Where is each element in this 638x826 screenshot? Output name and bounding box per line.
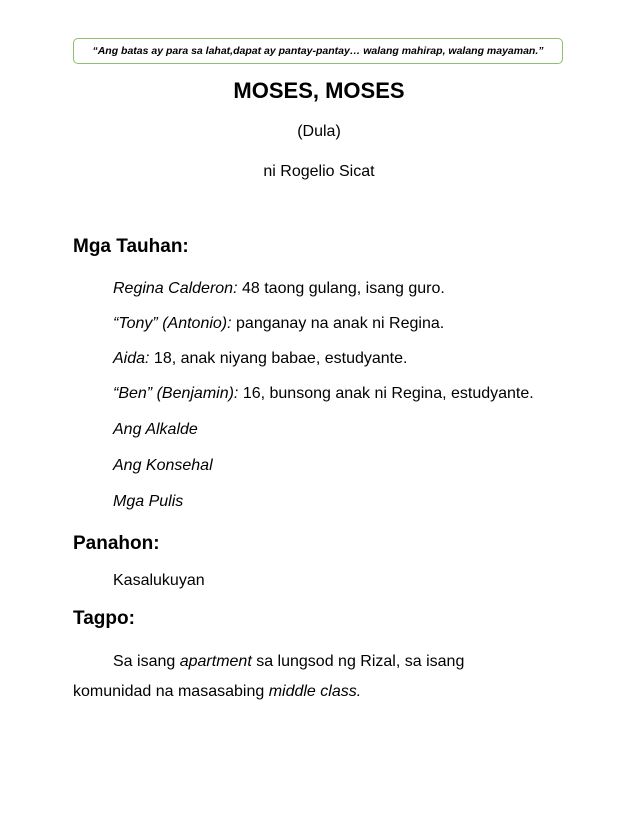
character-name: Regina Calderon: (113, 280, 238, 297)
play-title: MOSES, MOSES (233, 78, 405, 103)
panahon-text: Kasalukuyan (113, 572, 205, 589)
character-line (113, 315, 444, 333)
play-subtitle: (Dula) (297, 123, 341, 140)
character-desc: 18, anak niyang babae, estudyante. (149, 350, 408, 367)
character-line (113, 493, 183, 511)
tauhan-heading: Mga Tauhan: (73, 236, 189, 257)
play-author: ni Rogelio Sicat (263, 163, 375, 180)
character-name: Ang Alkalde (113, 421, 198, 438)
tagpo-italic-2: middle class. (268, 683, 362, 700)
character-line (113, 385, 534, 403)
character-name: “Tony” (Antonio): (113, 315, 232, 332)
tagpo-text-2: sa lungsod ng Rizal, sa isang komunidad na masasabing (73, 653, 465, 700)
character-line (113, 421, 198, 439)
character-desc: 48 taong gulang, isang guro. (237, 280, 445, 297)
character-name: Ang Konsehal (113, 457, 213, 474)
header-quote: “Ang batas ay para sa lahat,dapat ay pantay-pantay… walang mahirap, walang mayaman.” (92, 45, 544, 57)
tagpo-text-1: Sa isang (113, 653, 180, 670)
character-desc: panganay na anak ni Regina. (231, 315, 445, 332)
character-line (113, 350, 407, 368)
character-name: Mga Pulis (113, 493, 184, 510)
character-line (113, 457, 213, 475)
character-name: Aida: (113, 350, 150, 367)
panahon-heading: Panahon: (73, 533, 160, 554)
tagpo-italic-1: apartment (179, 653, 252, 670)
header-quote-box (73, 38, 563, 64)
character-line (113, 280, 445, 298)
tagpo-heading: Tagpo: (73, 608, 135, 629)
character-desc: 16, bunsong anak ni Regina, estudyante. (238, 385, 534, 402)
character-name: “Ben” (Benjamin): (113, 385, 239, 402)
tagpo-paragraph (73, 647, 513, 707)
